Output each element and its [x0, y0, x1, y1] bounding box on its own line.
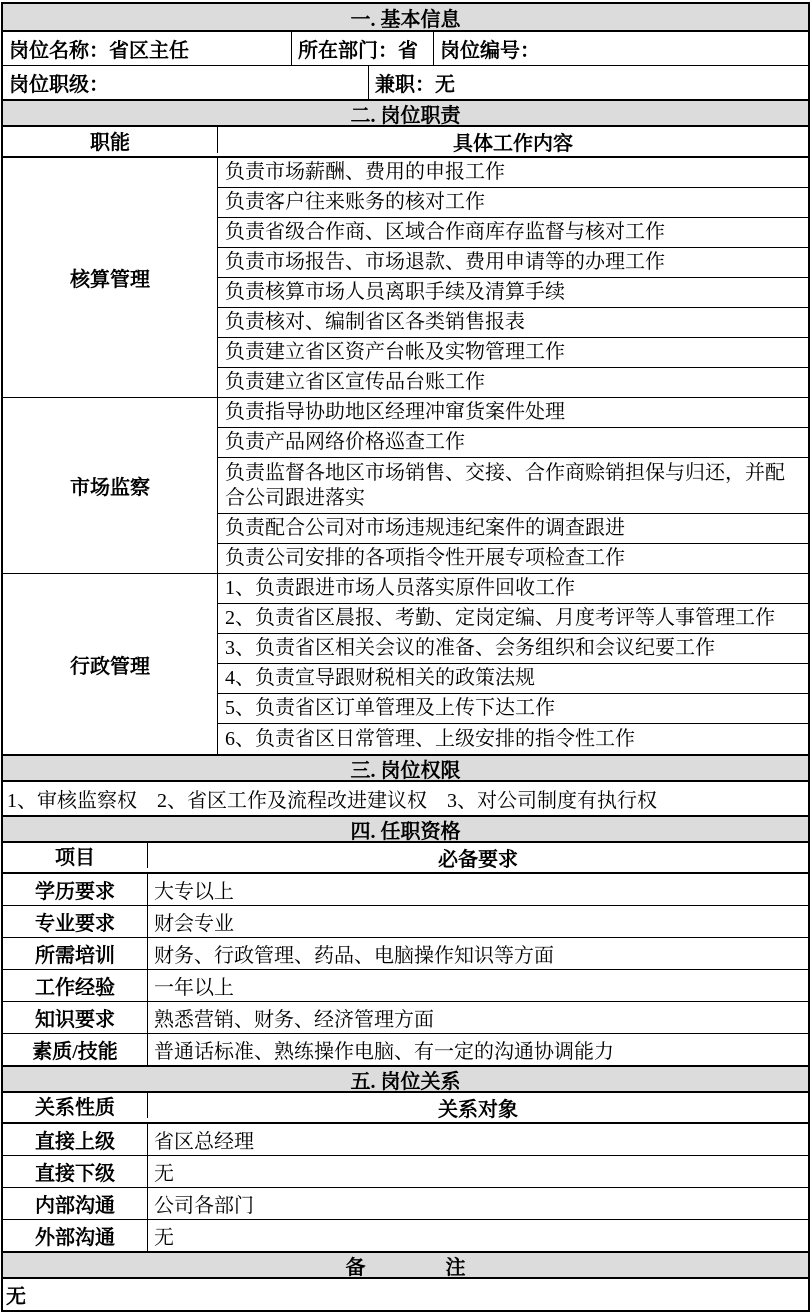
- qualifications-column-headers: [3, 843, 808, 874]
- relation-target: 公司各部门: [154, 1195, 254, 1217]
- relation-target: 省区总经理: [154, 1131, 254, 1153]
- qualification-row-education: [3, 874, 808, 906]
- duty-group-tasks: [218, 158, 808, 397]
- remarks-content: 无: [6, 1286, 26, 1308]
- basic-info-row-2: [3, 66, 808, 99]
- relation-nature: 内部沟通: [3, 1188, 148, 1219]
- section-title-qualifications: 四. 任职资格: [3, 815, 808, 843]
- field-department: 所在部门：省: [291, 32, 433, 65]
- qualification-item: 所需培训: [3, 938, 148, 969]
- relation-row-direct-subordinate: [3, 1156, 808, 1188]
- section-title-remarks: 备 注: [3, 1251, 808, 1279]
- duty-group-name: 核算管理: [3, 158, 218, 397]
- duty-task: 负责核算市场人员离职手续及清算手续: [218, 278, 808, 308]
- relation-row-external-communication: [3, 1220, 808, 1251]
- column-header-requirement: 必备要求: [438, 849, 518, 871]
- relation-target: 无: [154, 1163, 174, 1185]
- qualification-value: 熟悉营销、财务、经济管理方面: [154, 1009, 434, 1031]
- duty-group-tasks: [218, 398, 808, 573]
- duty-task: 3、负责省区相关会议的准备、会务组织和会议纪要工作: [218, 634, 808, 664]
- section-title-duties: 二. 岗位职责: [3, 99, 808, 127]
- column-header-function: 职能: [3, 127, 218, 153]
- duty-group-tasks: [218, 574, 808, 754]
- qualification-item: 素质/技能: [3, 1034, 148, 1065]
- duty-task: 负责核对、编制省区各类销售报表: [218, 308, 808, 338]
- field-position-name: 岗位名称：省区主任: [9, 40, 189, 62]
- qualification-row-experience: [3, 970, 808, 1002]
- relation-row-internal-communication: [3, 1188, 808, 1220]
- qualification-value: 财会专业: [154, 913, 234, 935]
- relation-row-direct-superior: [3, 1124, 808, 1156]
- basic-info-row-1: [3, 32, 808, 66]
- duty-task: 1、负责跟进市场人员落实原件回收工作: [218, 574, 808, 604]
- duty-task: 负责建立省区宣传品台账工作: [225, 371, 485, 393]
- section-title-basic-info: 一. 基本信息: [3, 4, 808, 32]
- duty-task: 负责市场报告、市场退款、费用申请等的办理工作: [218, 248, 808, 278]
- duty-task: 负责监督各地区市场销售、交接、合作商赊销担保与归还，并配合公司跟进落实: [218, 458, 808, 514]
- qualification-item: 学历要求: [3, 874, 148, 905]
- duty-task: 负责公司安排的各项指令性开展专项检查工作: [225, 547, 625, 569]
- qualification-row-major: [3, 906, 808, 938]
- authority-content: 1、审核监察权 2、省区工作及流程改进建议权 3、对公司制度有执行权: [7, 790, 657, 812]
- column-header-content: 具体工作内容: [453, 133, 573, 155]
- duty-group-administration: [3, 574, 808, 754]
- duty-task: 负责客户往来账务的核对工作: [218, 188, 808, 218]
- relation-nature: 外部沟通: [3, 1220, 148, 1251]
- duty-task: 5、负责省区订单管理及上传下达工作: [218, 694, 808, 724]
- qualification-value: 财务、行政管理、药品、电脑操作知识等方面: [154, 945, 554, 967]
- field-position-code: 岗位编号：: [433, 32, 808, 65]
- duty-task: 负责市场薪酬、费用的申报工作: [218, 158, 808, 188]
- duty-group-name: 市场监察: [3, 398, 218, 573]
- duty-group-accounting: [3, 158, 808, 398]
- column-header-relation-nature: 关系性质: [3, 1093, 148, 1118]
- relations-column-headers: [3, 1093, 808, 1124]
- qualification-value: 一年以上: [154, 977, 234, 999]
- qualification-row-skills: [3, 1034, 808, 1065]
- section-title-authority: 三. 岗位权限: [3, 754, 808, 782]
- section-title-relations: 五. 岗位关系: [3, 1065, 808, 1093]
- duty-group-name: 行政管理: [3, 574, 218, 754]
- job-description-table: [1, 2, 810, 1312]
- relation-nature: 直接下级: [3, 1156, 148, 1187]
- duty-task: 负责指导协助地区经理冲窜货案件处理: [218, 398, 808, 428]
- qualification-item: 专业要求: [3, 906, 148, 937]
- duty-group-market-supervision: [3, 398, 808, 574]
- relation-target: 无: [154, 1227, 174, 1249]
- column-header-relation-target: 关系对象: [438, 1099, 518, 1121]
- qualification-value: 普通话标准、熟练操作电脑、有一定的沟通协调能力: [154, 1041, 614, 1063]
- duty-task: 负责建立省区资产台帐及实物管理工作: [218, 338, 808, 368]
- qualification-item: 工作经验: [3, 970, 148, 1001]
- column-header-item: 项目: [3, 843, 148, 868]
- qualification-row-training: [3, 938, 808, 970]
- field-position-level: 岗位职级：: [9, 74, 109, 96]
- duty-task: 6、负责省区日常管理、上级安排的指令性工作: [225, 727, 635, 750]
- relation-nature: 直接上级: [3, 1124, 148, 1155]
- duty-task: 负责省级合作商、区域合作商库存监督与核对工作: [218, 218, 808, 248]
- duty-task: 4、负责宣导跟财税相关的政策法规: [218, 664, 808, 694]
- qualification-row-knowledge: [3, 1002, 808, 1034]
- qualification-item: 知识要求: [3, 1002, 148, 1033]
- duty-task: 负责配合公司对市场违规违纪案件的调查跟进: [218, 514, 808, 544]
- qualification-value: 大专以上: [154, 881, 234, 903]
- duty-task: 2、负责省区晨报、考勤、定岗定编、月度考评等人事管理工作: [218, 604, 808, 634]
- duty-task: 负责产品网络价格巡查工作: [218, 428, 808, 458]
- duties-column-headers: [3, 127, 808, 158]
- field-concurrent-post: 兼职：无: [368, 66, 808, 99]
